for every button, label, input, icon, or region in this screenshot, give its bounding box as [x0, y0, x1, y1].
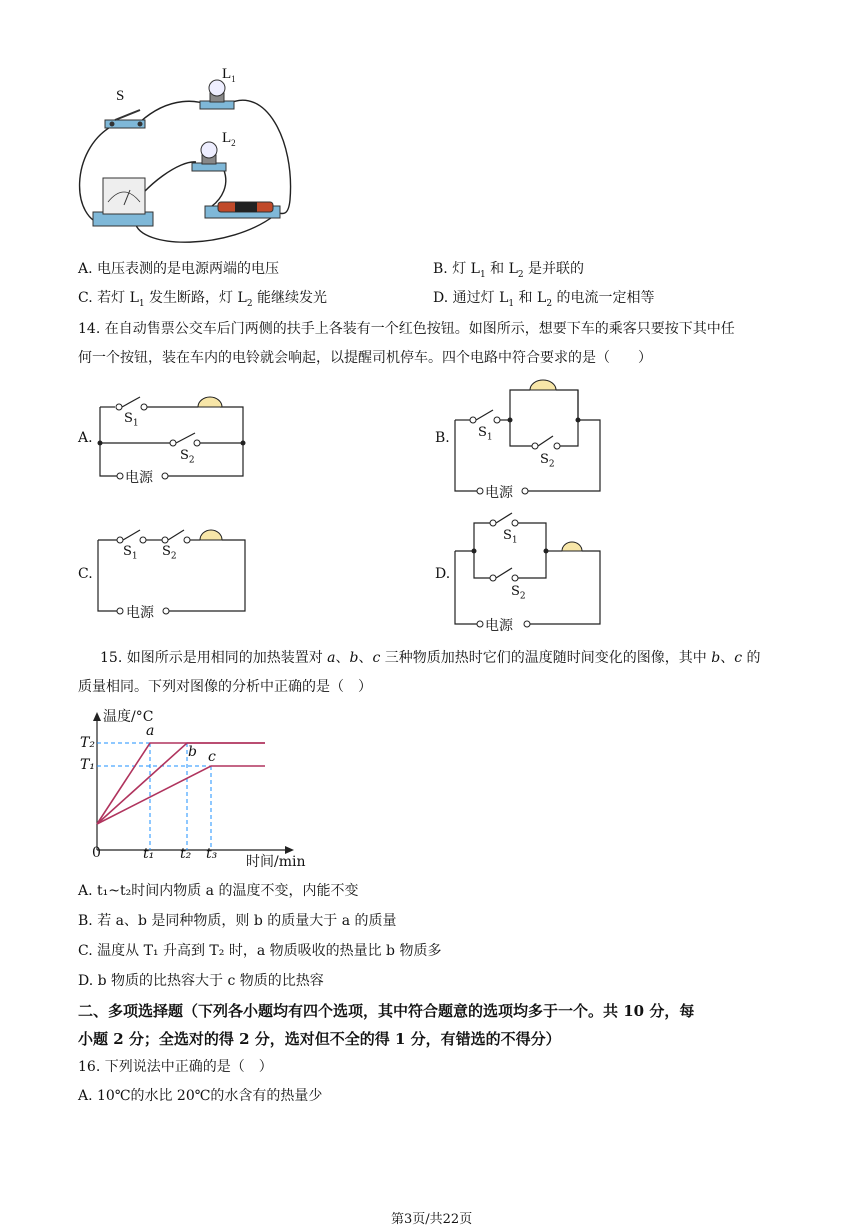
label-S: S: [116, 88, 125, 104]
q14-option-c-label[interactable]: C.: [78, 566, 93, 582]
q15-option-a[interactable]: A. t₁~t₂时间内物质 a 的温度不变，内能不变: [78, 883, 359, 899]
series-a-label: a: [146, 723, 155, 739]
series-c-line: [97, 766, 265, 824]
q15-stem-line1: 15. 如图所示是用相同的加热装置对 a、b、c 三种物质加热时它们的温度随时间变化的图像，其中 b、c 的: [100, 650, 761, 666]
switch-s2-label: $S_2$: [180, 448, 195, 466]
switch-s1-label: $S_1$: [478, 425, 493, 443]
q13-option-c[interactable]: C. 若灯 $L_1$ 发生断路，灯 $L_2$ 能继续发光: [78, 290, 327, 309]
q13-option-d[interactable]: D. 通过灯 $L_1$ 和 $L_2$ 的电流一定相等: [433, 290, 655, 309]
x-tick-t2: t₂: [180, 846, 192, 862]
y-axis-arrow: [93, 712, 101, 721]
q15-option-d[interactable]: D. b 物质的比热容大于 c 物质的比热容: [78, 973, 324, 989]
switch-s2-label: $S_2$: [162, 544, 177, 562]
series-c-label: c: [208, 749, 216, 765]
chart-origin: 0: [92, 845, 101, 861]
q14-stem-line1: 14. 在自动售票公交车后门两侧的扶手上各装有一个红色按钮。如图所示，想要下车的乘客只要按下其中任: [78, 321, 735, 337]
label-L2: $L_2$: [222, 130, 236, 148]
switch-s1-label: $S_1$: [503, 528, 518, 546]
switch-s2-label: $S_2$: [540, 452, 555, 470]
power-source-label: 电源: [485, 485, 513, 501]
section2-heading-line1: 二、多项选择题（下列各小题均有四个选项，其中符合题意的选项均多于一个。共 10 分，每: [78, 1002, 695, 1020]
label-L1: $L_1$: [222, 66, 236, 84]
q15-option-c[interactable]: C. 温度从 T₁ 升高到 T₂ 时，a 物质吸收的热量比 b 物质多: [78, 943, 442, 959]
q16-option-a[interactable]: A. 10℃的水比 20℃的水含有的热量少: [78, 1088, 323, 1104]
q14-stem-line2: 何一个按钮，装在车内的电铃就会响起，以提醒司机停车。四个电路中符合要求的是（ ）: [78, 350, 652, 366]
q14-option-b-label[interactable]: B.: [435, 430, 450, 446]
q14-option-a-label[interactable]: A.: [78, 430, 93, 446]
q13-option-b[interactable]: B. 灯 $L_1$ 和 $L_2$ 是并联的: [433, 261, 585, 280]
page-footer: 第3页/共22页: [391, 1212, 473, 1227]
power-source-label: 电源: [126, 605, 154, 621]
section2-heading-line2: 小题 2 分；全选对的得 2 分，选对但不全的得 1 分，有错选的不得分）: [78, 1030, 561, 1048]
chart-ylabel: 温度/°C: [103, 709, 154, 725]
q14-option-d-label[interactable]: D.: [435, 566, 451, 582]
switch-s1-label: $S_1$: [123, 544, 138, 562]
power-source-label: 电源: [125, 470, 153, 486]
q13-option-a[interactable]: A. 电压表测的是电源两端的电压: [78, 261, 280, 277]
series-b-label: b: [188, 744, 197, 760]
q16-stem: 16. 下列说法中正确的是（ ）: [78, 1059, 273, 1075]
q15-option-b[interactable]: B. 若 a、b 是同种物质，则 b 的质量大于 a 的质量: [78, 913, 397, 929]
x-tick-t1: t₁: [143, 846, 155, 862]
y-tick-T2: T₂: [80, 735, 95, 751]
switch-s1-label: $S_1$: [124, 411, 139, 429]
y-tick-T1: T₁: [80, 757, 95, 773]
power-source-label: 电源: [485, 618, 513, 634]
q15-stem-line2: 质量相同。下列对图像的分析中正确的是（ ）: [78, 679, 372, 695]
x-tick-t3: t₃: [206, 846, 218, 862]
switch-s2-label: $S_2$: [511, 584, 526, 602]
chart-xlabel: 时间/min: [246, 854, 306, 870]
